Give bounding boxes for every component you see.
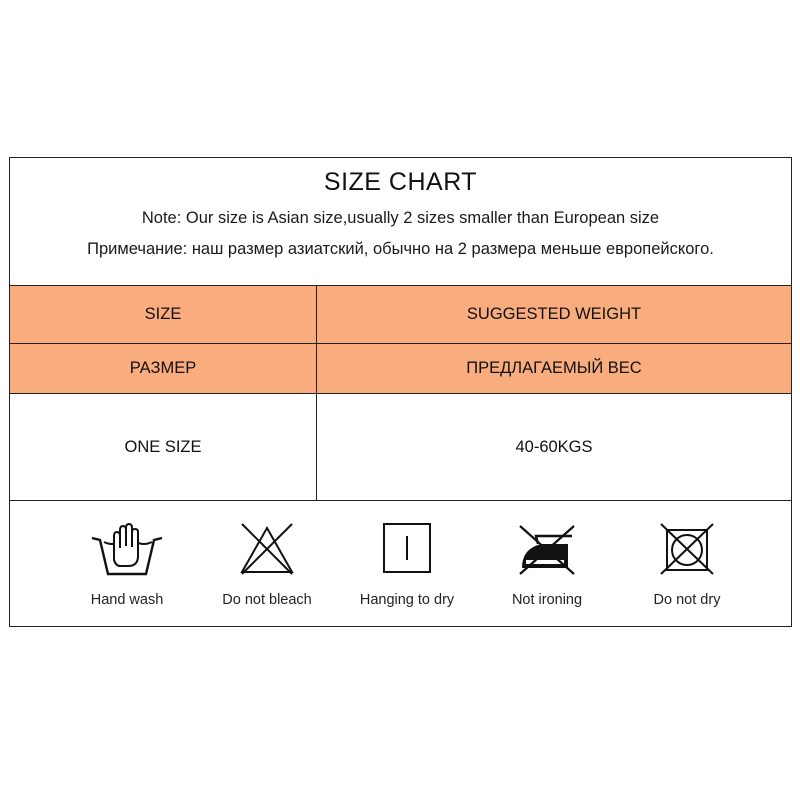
table-header-row-english [10, 285, 791, 343]
header-weight-ru: ПРЕДЛАГАЕМЫЙ ВЕС [466, 359, 642, 377]
care-item-do-not-tumble-dry [617, 500, 757, 627]
care-item-do-not-bleach [197, 500, 337, 627]
do-not-tumble-dry-icon [659, 522, 715, 576]
hand-wash-icon [90, 522, 164, 578]
table-row [10, 393, 791, 500]
care-label: Not ironing [511, 592, 583, 608]
header-size: SIZE [10, 286, 317, 343]
size-chart [9, 157, 792, 627]
header-size-ru: РАЗМЕР [10, 344, 317, 393]
chart-header [10, 158, 791, 285]
care-label: Hanging to dry [359, 592, 455, 608]
do-not-bleach-icon [238, 522, 296, 576]
chart-title: SIZE CHART [323, 168, 478, 196]
hang-dry-icon [382, 522, 432, 574]
care-label: Hand wash [90, 592, 164, 608]
care-label: Do not dry [653, 592, 721, 608]
care-item-hang-dry [337, 500, 477, 627]
weight-value: 40-60KGS [515, 437, 593, 456]
note-russian: Примечание: наш размер азиатский, обычно на 2 размера меньше европейского. [87, 240, 714, 258]
do-not-iron-icon [516, 522, 578, 576]
note-english: Note: Our size is Asian size,usually 2 sizes smaller than European size [141, 209, 660, 227]
header-suggested-weight: SUGGESTED WEIGHT [466, 305, 642, 323]
size-table [10, 285, 791, 500]
table-header-row-russian [10, 343, 791, 393]
size-value: ONE SIZE [10, 394, 317, 500]
care-label: Do not bleach [222, 592, 312, 608]
care-item-do-not-iron [477, 500, 617, 627]
care-instructions [10, 500, 791, 627]
care-item-hand-wash [57, 500, 197, 627]
